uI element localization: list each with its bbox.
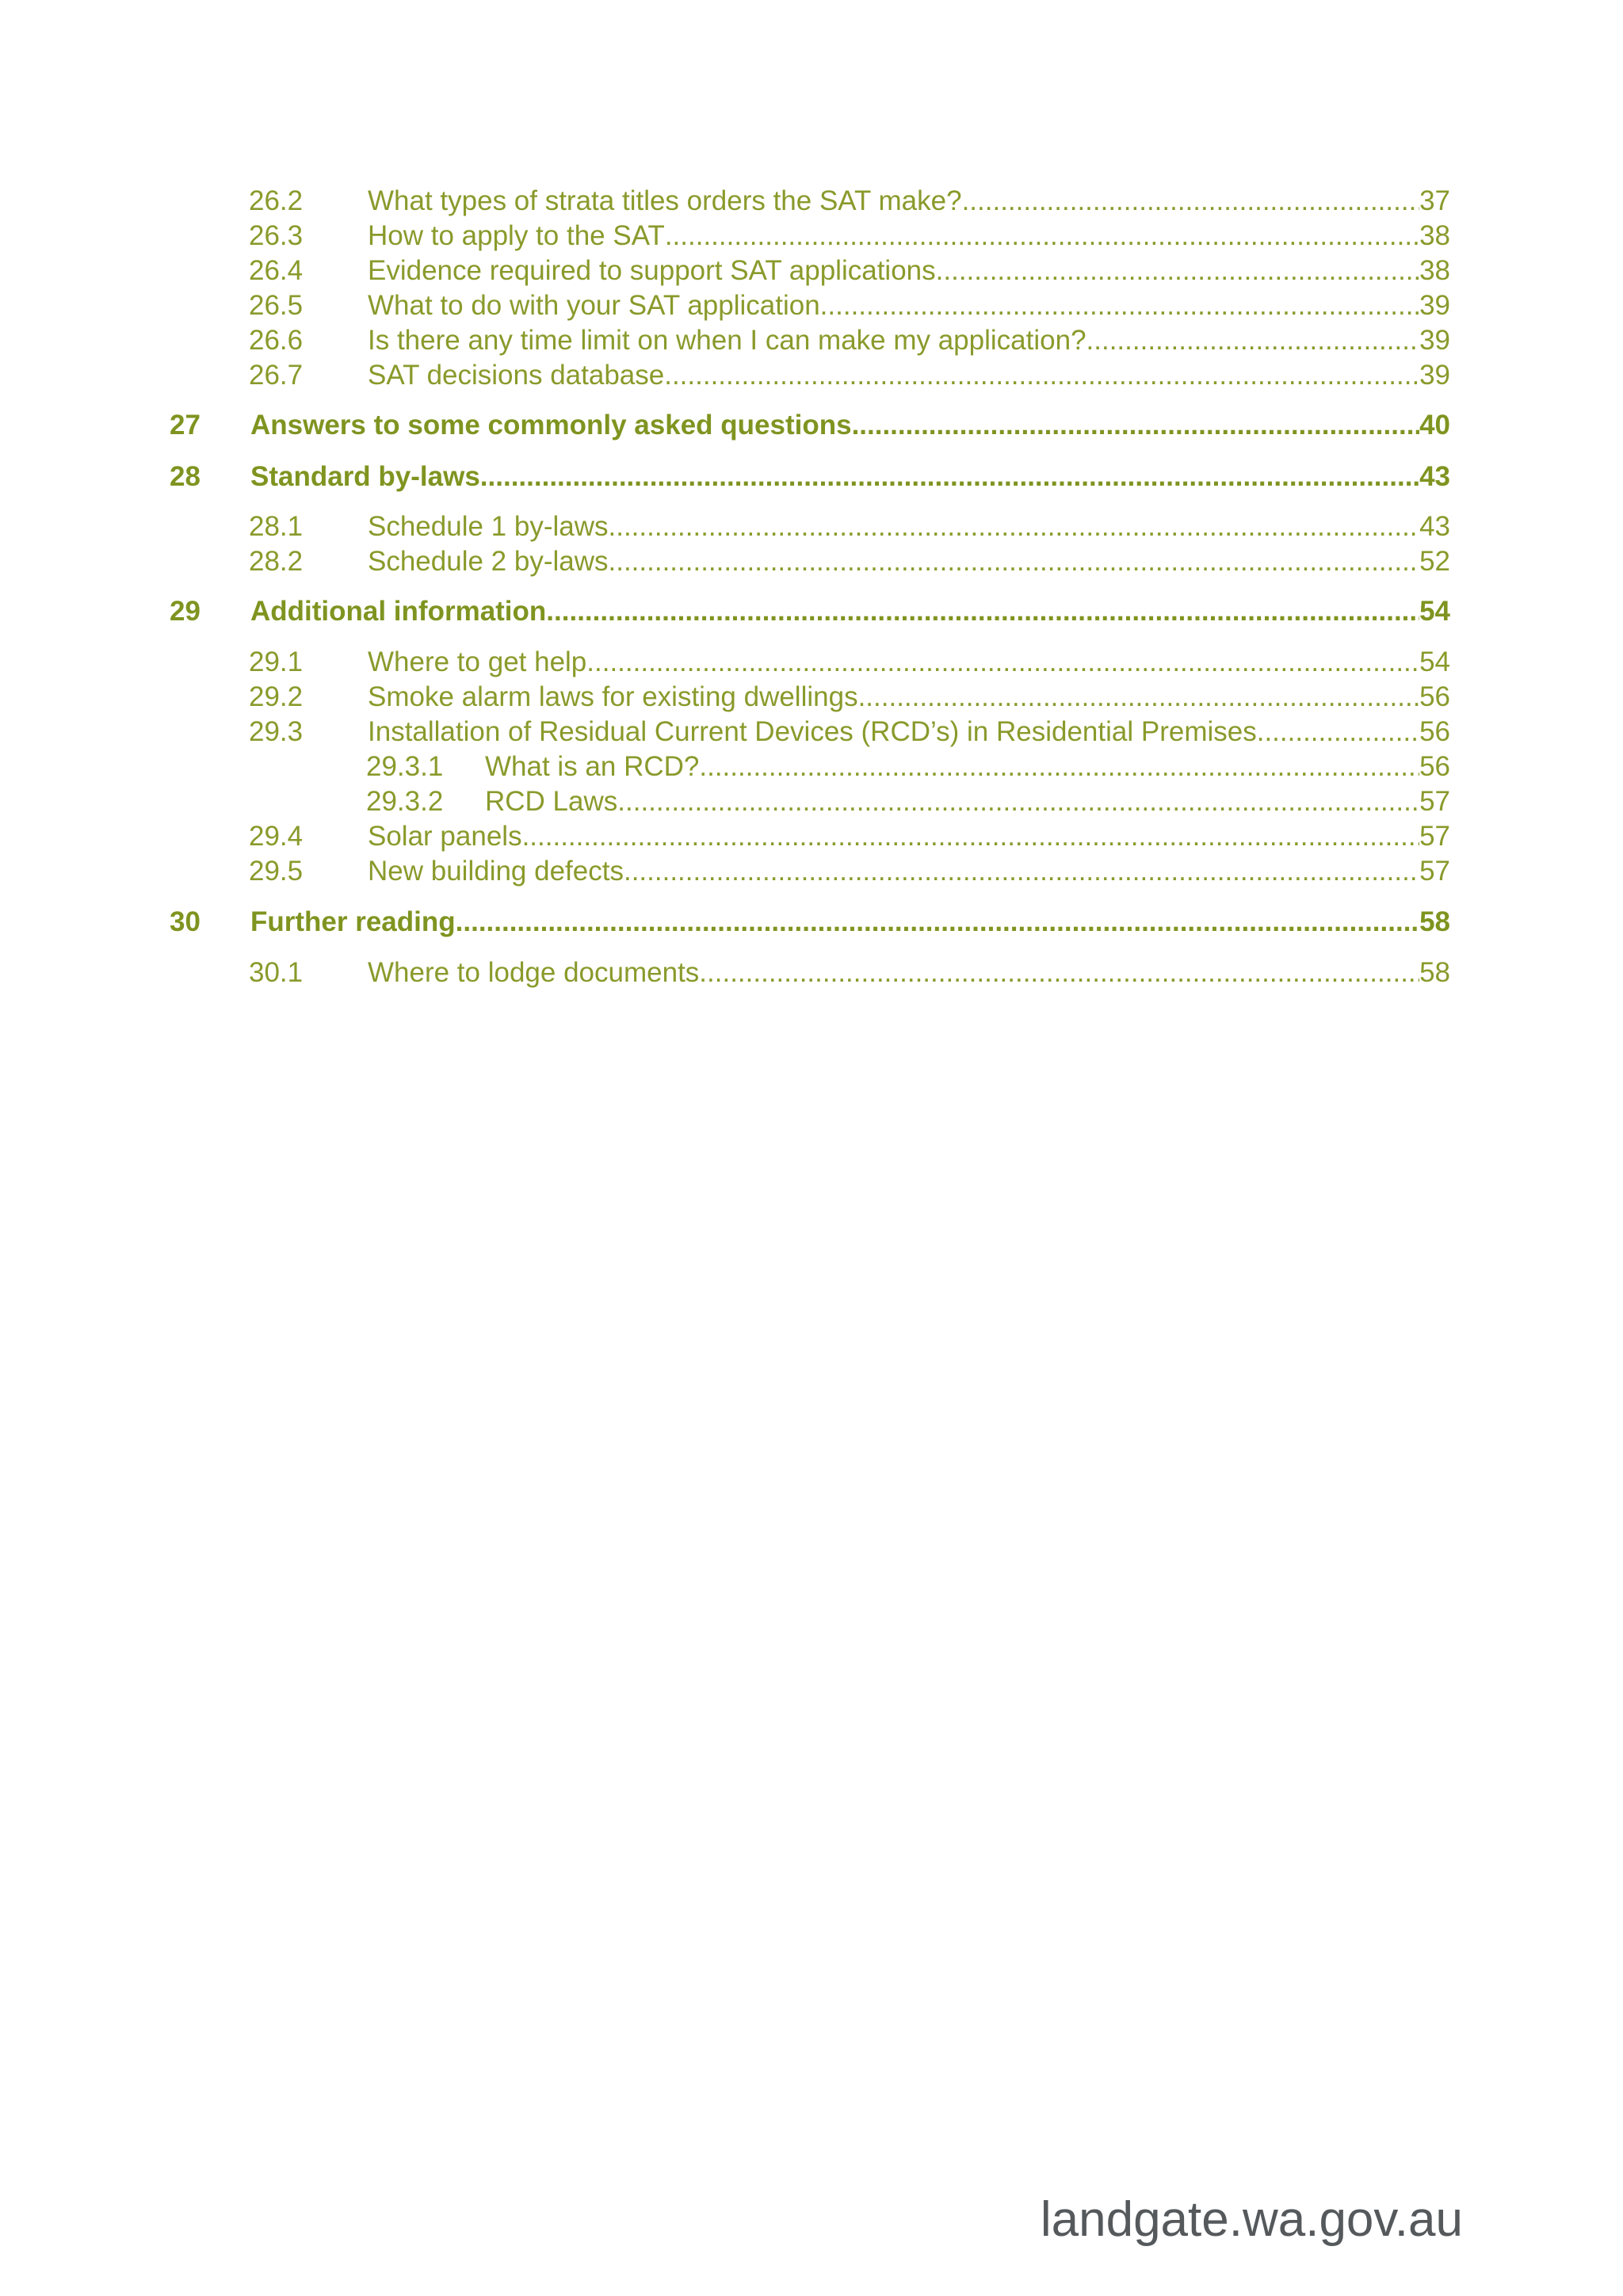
toc-section-entry[interactable] <box>170 408 1450 443</box>
toc-entry-number: 28.2 <box>249 546 304 577</box>
toc-entry-page: 39 <box>1419 325 1450 356</box>
toc-entry[interactable] <box>170 715 1450 749</box>
toc-entry-number: 26.2 <box>249 185 304 216</box>
toc-entry-page: 54 <box>1419 596 1450 627</box>
toc-entry[interactable] <box>170 358 1450 393</box>
toc-entry-page: 43 <box>1419 461 1450 492</box>
toc-entry-title: What to do with your SAT application <box>368 290 820 321</box>
toc-section-entry[interactable] <box>170 594 1450 629</box>
toc-entry-page: 57 <box>1419 786 1450 817</box>
toc-entry-page: 58 <box>1419 906 1450 937</box>
toc-entry-title: Additional information <box>250 596 547 627</box>
toc-entry[interactable] <box>170 645 1450 680</box>
toc-entry[interactable] <box>170 254 1450 288</box>
toc-entry-page: 54 <box>1419 646 1450 677</box>
toc-entry-page: 56 <box>1419 716 1450 747</box>
toc-entry[interactable] <box>170 819 1450 854</box>
toc-entry-title: Where to lodge documents <box>368 957 700 988</box>
toc-entry-page: 57 <box>1419 821 1450 852</box>
toc-entry-number: 28.1 <box>249 511 304 542</box>
toc-entry-number: 26.7 <box>249 360 304 391</box>
toc-entry-page: 58 <box>1419 957 1450 988</box>
toc-entry[interactable] <box>170 288 1450 323</box>
toc-entry-title: How to apply to the SAT <box>368 220 665 251</box>
toc-entry-title: What is an RCD? <box>485 751 700 782</box>
toc-entry-number: 30 <box>170 906 200 937</box>
footer-website[interactable]: landgate.wa.gov.au <box>1040 2192 1463 2247</box>
toc-entry-number: 29.5 <box>249 856 304 887</box>
toc-subentry[interactable] <box>170 784 1450 819</box>
toc-entry-title: Answers to some commonly asked questions <box>250 410 852 441</box>
toc-entry-page: 39 <box>1419 360 1450 391</box>
toc-entry[interactable] <box>170 955 1450 990</box>
toc-entry-title: New building defects <box>368 856 624 887</box>
toc-entry-title: What types of strata titles orders the SAT make? <box>368 185 962 216</box>
toc-entry[interactable] <box>170 509 1450 544</box>
toc-entry[interactable] <box>170 544 1450 579</box>
toc-entry-page: 57 <box>1419 856 1450 887</box>
toc-entry-page: 38 <box>1419 255 1450 286</box>
toc-entry[interactable] <box>170 854 1450 889</box>
toc-entry-number: 26.4 <box>249 255 304 286</box>
toc-entry-number: 29.2 <box>249 681 304 712</box>
toc-entry-title: Smoke alarm laws for existing dwellings <box>368 681 858 712</box>
toc-entry-title: RCD Laws <box>485 786 618 817</box>
toc-entry-title: Solar panels <box>368 821 522 852</box>
toc-entry-number: 29 <box>170 596 200 627</box>
toc-subentry[interactable] <box>170 749 1450 784</box>
toc-entry-number: 27 <box>170 410 200 441</box>
toc-entry-page: 40 <box>1419 410 1450 441</box>
toc-entry-title: Standard by-laws <box>250 461 480 492</box>
toc-entry-number: 28 <box>170 461 200 492</box>
toc-entry-number: 29.3 <box>249 716 304 747</box>
toc-entry[interactable] <box>170 323 1450 358</box>
toc-entry-number: 26.5 <box>249 290 304 321</box>
toc-entry-number: 30.1 <box>249 957 304 988</box>
toc-section-entry[interactable] <box>170 460 1450 494</box>
toc-entry-number: 29.3.1 <box>366 751 444 782</box>
toc-entry-page: 56 <box>1419 681 1450 712</box>
toc-entry-title: Where to get help <box>368 646 587 677</box>
toc-entry-title: Is there any time limit on when I can make my application? <box>368 325 1086 356</box>
toc-entry-number: 29.4 <box>249 821 304 852</box>
toc-entry-page: 39 <box>1419 290 1450 321</box>
toc-entry-number: 29.3.2 <box>366 786 444 817</box>
toc-entry-title: Schedule 2 by-laws <box>368 546 609 577</box>
toc-entry-page: 56 <box>1419 751 1450 782</box>
toc-entry-title: Further reading <box>250 906 456 937</box>
toc-entry-page: 52 <box>1419 546 1450 577</box>
toc-entry-title: Installation of Residual Current Devices (RCD’s) in Residential Premises <box>368 716 1257 747</box>
toc-entry-title: SAT decisions database <box>368 360 665 391</box>
toc-entry-number: 29.1 <box>249 646 304 677</box>
toc-entry-number: 26.3 <box>249 220 304 251</box>
toc-entry[interactable] <box>170 184 1450 219</box>
toc-entry-page: 38 <box>1419 220 1450 251</box>
toc-section-entry[interactable] <box>170 905 1450 940</box>
toc-entry-title: Schedule 1 by-laws <box>368 511 609 542</box>
toc-entry-page: 43 <box>1419 511 1450 542</box>
toc-entry[interactable] <box>170 219 1450 254</box>
toc-entry-page: 37 <box>1419 185 1450 216</box>
toc-entry[interactable] <box>170 680 1450 715</box>
toc-entry-number: 26.6 <box>249 325 304 356</box>
toc-entry-title: Evidence required to support SAT applications <box>368 255 936 286</box>
